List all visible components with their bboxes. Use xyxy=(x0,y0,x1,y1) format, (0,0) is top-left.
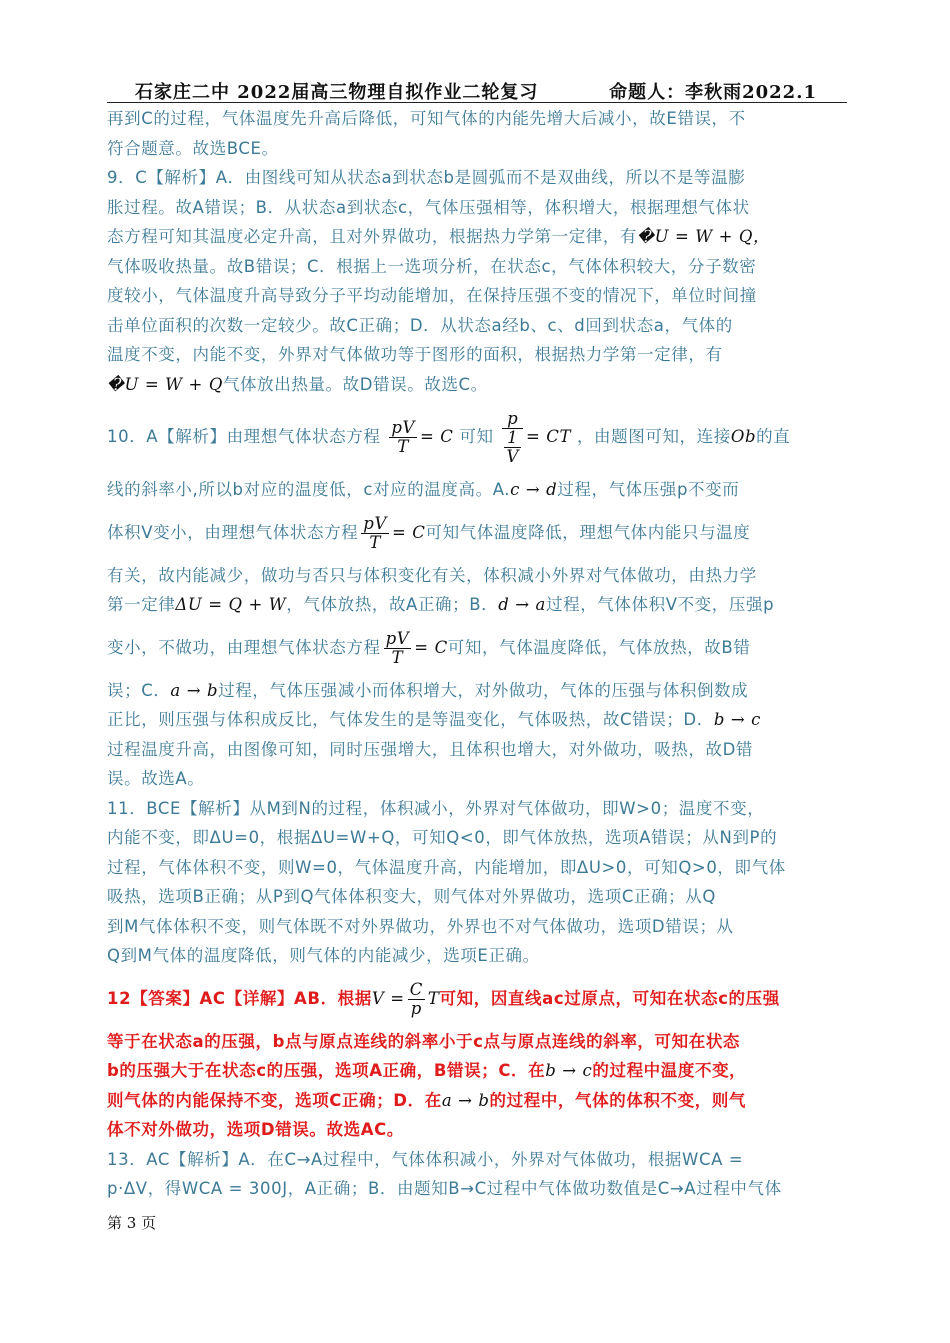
text-line: 13．AC【解析】A．在C→A过程中，气体体积减小，外界对气体做功，根据WCA = xyxy=(107,1149,744,1169)
fraction: $\frac{pV}{T}$ xyxy=(385,628,410,667)
formula: ΔU = Q + W xyxy=(175,595,287,614)
formula: �U = W + Q， xyxy=(637,227,771,246)
text-line: 第一定律ΔU = Q + W，气体放热，故A正确；B．d → a过程，气体体积V不变，压强p xyxy=(107,595,775,614)
text-line: 气体吸收热量。故B错误；C．根据上一选项分析，在状态c，气体体积较大，分子数密 xyxy=(107,256,757,276)
text-line: 内能不变，即ΔU=0，根据ΔU=W+Q，可知Q<0，即气体放热，选项A错误；从N到P的 xyxy=(107,828,778,847)
formula: �U = W + Q xyxy=(107,374,223,394)
text-line: 10．A【解析】由理想气体状态方程 $\frac{pV}{T}$ = C 可知 $\frac{p}{\frac{1}{V}}$ = CT ，由题图可知，连接Ob的直 xyxy=(107,409,791,465)
text-line: 误。故选A。 xyxy=(107,769,205,788)
answer-line: 12【答案】AC【详解】AB．根据V = $\frac{C}{p}$ T可知，因直线ac过原点，可知在状态c的压强 xyxy=(107,979,780,1018)
text-line: p·ΔV，得WCA = 300J，A正确；B．由题知B→C过程中气体做功数值是C→A过程中气体 xyxy=(107,1179,782,1198)
answer-line: 体不对外做功，选项D错误。故选AC。 xyxy=(107,1120,404,1139)
answer-line: 则气体的内能保持不变，选项C正确；D．在a → b的过程中，气体的体积不变，则气 xyxy=(107,1090,747,1110)
formula: b → c xyxy=(713,710,761,729)
text-line: 正比，则压强与体积成反比，气体发生的是等温变化，气体吸热，故C错误；D．b → c xyxy=(107,710,761,729)
fraction: $\frac{C}{p}$ xyxy=(409,979,423,1018)
text-line: 到M气体体积不变，则气体既不对外界做功，外界也不对气体做功，选项D错误；从 xyxy=(107,916,734,936)
header-title: 石家庄二中 2022届高三物理自拟作业二轮复习 xyxy=(135,82,539,103)
text-line: 符合题意。故选BCE。 xyxy=(107,138,279,158)
text-line: 吸热，选项B正确；从P到Q气体体积变大，则气体对外界做功，选项C正确；从Q xyxy=(107,887,716,906)
page-header xyxy=(107,74,847,103)
text-line: 误；C．a → b过程，气体压强减小而体积增大，对外做功，气体的压强与体积倒数成 xyxy=(107,680,749,700)
header-author: 命题人：李秋雨2022.1 xyxy=(609,82,817,103)
text-line: �U = W + Q气体放出热量。故D错误。故选C。 xyxy=(107,374,488,394)
answer-line: b的压强大于在状态c的压强，选项A正确，B错误；C．在b → c的过程中温度不变， xyxy=(107,1061,747,1080)
text-line: 击单位面积的次数一定较少。故C正确；D．从状态a经b、c、d回到状态a，气体的 xyxy=(107,315,733,335)
text-line: 温度不变，内能不变，外界对气体做功等于图形的面积，根据热力学第一定律，有 xyxy=(107,345,723,364)
text-line: 再到C的过程，气体温度先升高后降低，可知气体的内能先增大后减小，故E错误，不 xyxy=(107,109,746,128)
formula: c → d xyxy=(510,480,558,499)
text-line: 胀过程。故A错误；B．从状态a到状态c，气体压强相等，体积增大，根据理想气体状 xyxy=(107,197,750,217)
text-line: 变小，不做功，由理想气体状态方程 $\frac{pV}{T}$ = C可知，气体温度降低，气体放热，故B错 xyxy=(107,628,751,667)
text-line: 过程，气体体积不变，则W=0，气体温度升高，内能增加，即ΔU>0，可知Q>0，即气体 xyxy=(107,857,786,877)
text-line: 过程温度升高，由图像可知，同时压强增大，且体积也增大，对外做功，吸热，故D错 xyxy=(107,739,754,759)
text-line: 度较小，气体温度升高导致分子平均动能增加，在保持压强不变的情况下，单位时间撞 xyxy=(107,286,757,305)
text-line: 态方程可知其温度必定升高，且对外界做功，根据热力学第一定律，有�U = W + Q， xyxy=(107,227,771,246)
text-line: 体积V变小，由理想气体状态方程 $\frac{pV}{T}$ = C可知气体温度降低，理想气体内能只与温度 xyxy=(107,513,751,552)
document-body xyxy=(107,104,847,1204)
formula: a → b xyxy=(170,680,219,700)
text-line: 11．BCE【解析】从M到N的过程，体积减小，外界对气体做功，即W>0；温度不变， xyxy=(107,798,765,818)
text-line: 有关，故内能减少，做功与否只与体积变化有关，体积减小外界对气体做功，由热力学 xyxy=(107,565,757,585)
fraction: $\frac{pV}{T}$ xyxy=(363,513,387,552)
page-number: 第 3 页 xyxy=(107,1214,157,1232)
formula: d → a xyxy=(498,595,546,614)
fraction: $\frac{pV}{T}$ xyxy=(391,418,416,456)
text-line: Q到M气体的温度降低，则气体的内能减少，选项E正确。 xyxy=(107,946,540,965)
fraction: $\frac{p}{\frac{1}{V}}$ xyxy=(502,410,523,466)
text-line: 9．C【解析】A．由图线可知从状态a到状态b是圆弧而不是双曲线，所以不是等温膨 xyxy=(107,168,746,187)
formula: b → c xyxy=(545,1061,593,1080)
answer-line: 等于在状态a的压强，b点与原点连线的斜率小于c点与原点连线的斜率，可知在状态 xyxy=(107,1031,741,1051)
text-line: 线的斜率小,所以b对应的温度低，c对应的温度高。A.c → d过程，气体压强p不变而 xyxy=(107,480,740,499)
formula: a → b xyxy=(441,1090,490,1110)
